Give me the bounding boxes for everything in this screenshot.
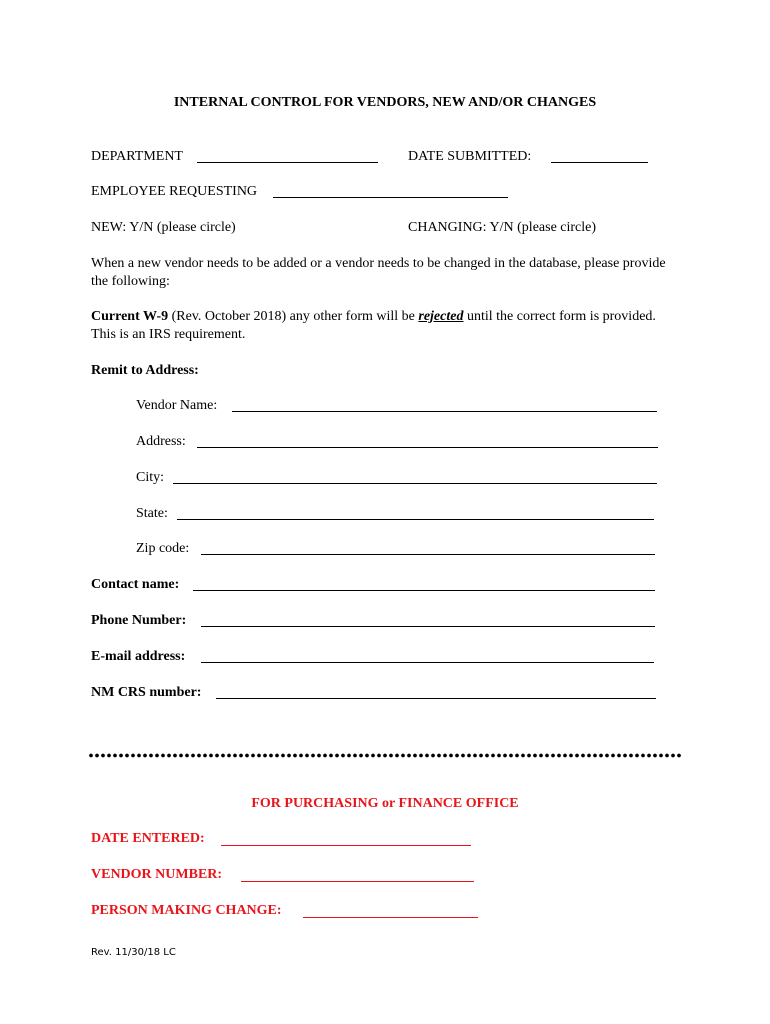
vendor-number-label: VENDOR NUMBER: — [91, 867, 223, 882]
employee-requesting-label: EMPLOYEE REQUESTING — [91, 184, 258, 199]
nm-crs-field[interactable] — [216, 698, 656, 699]
form-title: INTERNAL CONTROL FOR VENDORS, NEW AND/OR CHANGES — [173, 95, 597, 110]
person-making-change-label: PERSON MAKING CHANGE: — [91, 903, 282, 918]
zip-code-field[interactable] — [201, 554, 655, 555]
w9-notice-middle: (Rev. October 2018) any other form will be — [168, 309, 419, 324]
state-label: State: — [136, 506, 168, 521]
email-field[interactable] — [201, 662, 654, 663]
revision-note: Rev. 11/30/18 LC — [91, 947, 176, 958]
city-field[interactable] — [173, 483, 657, 484]
remit-heading: Remit to Address: — [91, 363, 199, 378]
w9-notice-end: until the correct form is provided. This is an IRS requirement. — [91, 309, 656, 342]
contact-name-field[interactable] — [193, 590, 655, 591]
instructions-text: When a new vendor needs to be added or a vendor needs to be changed in the database, please provide the following: — [91, 256, 666, 289]
person-making-change-field[interactable] — [303, 917, 478, 918]
changing-circle-option[interactable]: CHANGING: Y/N (please circle) — [408, 220, 597, 235]
date-entered-label: DATE ENTERED: — [91, 831, 205, 846]
w9-notice-rejected: rejected — [418, 309, 464, 324]
phone-number-field[interactable] — [201, 626, 655, 627]
contact-name-label: Contact name: — [91, 577, 180, 592]
state-field[interactable] — [177, 519, 654, 520]
employee-requesting-field[interactable] — [273, 197, 508, 198]
address-label: Address: — [136, 434, 186, 449]
vendor-name-label: Vendor Name: — [136, 398, 218, 413]
phone-number-label: Phone Number: — [91, 613, 187, 628]
zip-code-label: Zip code: — [136, 541, 190, 556]
date-entered-field[interactable] — [221, 845, 471, 846]
office-section-heading: FOR PURCHASING or FINANCE OFFICE — [251, 796, 519, 811]
date-submitted-field[interactable] — [551, 162, 648, 163]
dotted-divider — [88, 753, 682, 758]
city-label: City: — [136, 470, 165, 485]
vendor-name-field[interactable] — [232, 411, 657, 412]
department-label: DEPARTMENT — [91, 149, 183, 164]
vendor-number-field[interactable] — [241, 881, 474, 882]
department-field[interactable] — [197, 162, 378, 163]
date-submitted-label: DATE SUBMITTED: — [408, 149, 532, 164]
address-field[interactable] — [197, 447, 658, 448]
email-label: E-mail address: — [91, 649, 186, 664]
w9-notice — [91, 308, 681, 344]
nm-crs-label: NM CRS number: — [91, 685, 202, 700]
w9-notice-bold: Current W-9 — [91, 309, 169, 324]
new-circle-option[interactable]: NEW: Y/N (please circle) — [91, 220, 236, 235]
